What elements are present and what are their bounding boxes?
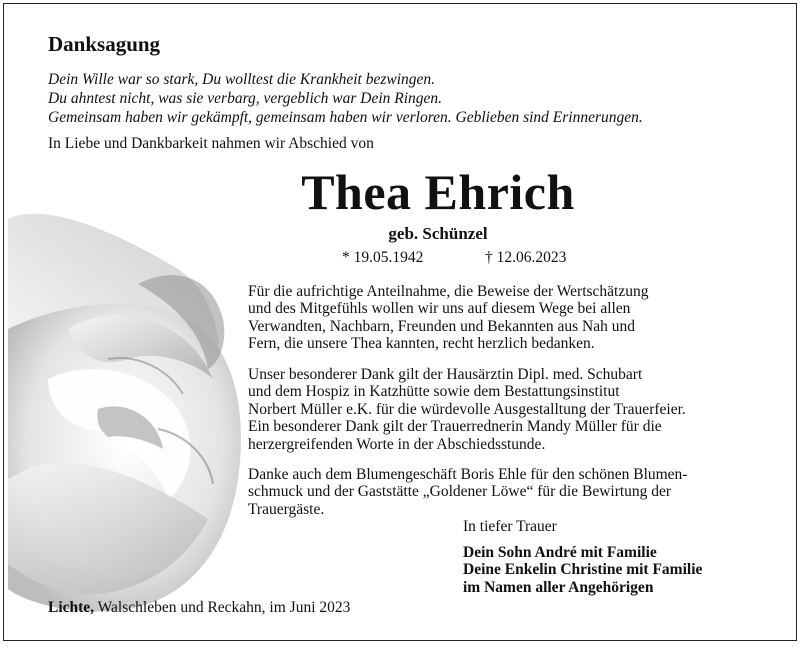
text-line: Fern, die unsere Thea kannten, recht herzlich bedanken. (248, 335, 595, 353)
place-and-date (48, 599, 350, 617)
white-rose-image (8, 179, 248, 619)
text-line: und des Mitgefühls wollen wir uns auf diesem Wege bei allen (248, 300, 631, 318)
text-line: Verwandten, Nachbarn, Freunden und Bekannten aus Nah und (248, 317, 635, 335)
text-line: Trauergäste. (248, 500, 325, 518)
place-name: Lichte, (48, 599, 95, 616)
poem-line: Gemeinsam haben wir gekämpft, gemeinsam haben wir verloren. Geblieben sind Erinnerungen. (48, 109, 643, 126)
poem (48, 70, 643, 127)
birth-date: * 19.05.1942 (342, 249, 424, 266)
poem-line: Du ahntest nicht, was sie verbarg, vergeblich war Dein Ringen. (48, 90, 443, 107)
text-line: Norbert Müller e.K. für die würdevolle Ausgestalltung der Trauerfeier. (248, 400, 686, 418)
signature-line: im Namen aller Angehörigen (463, 578, 654, 596)
signature-line: Dein Sohn André mit Familie (463, 544, 657, 561)
maiden-name: geb. Schünzel (388, 224, 488, 243)
intro-text: In Liebe und Dankbarkeit nahmen wir Abschied von (48, 135, 374, 152)
paragraph-thanks-special (248, 366, 686, 453)
signature-block (463, 544, 702, 596)
obituary-card (3, 3, 797, 641)
paragraph-thanks-florist (248, 466, 687, 518)
text-line: und dem Hospiz in Katzhütte sowie dem Bestattungsinstitut (248, 383, 620, 401)
deceased-name: Thea Ehrich (301, 164, 575, 220)
text-line: Ein besonderer Dank gilt der Trauerrednerin Mandy Müller für die (248, 418, 662, 436)
poem-line: Dein Wille war so stark, Du wolltest die Krankheit bezwingen. (48, 71, 436, 88)
paragraph-thanks-general (248, 283, 648, 353)
text-line: Unser besonderer Dank gilt der Hausärztin Dipl. med. Schubart (248, 366, 643, 383)
text-line: schmuck und der Gaststätte „Goldener Löwe“ für die Bewirtung der (248, 483, 672, 501)
signature-line: Deine Enkelin Christine mit Familie (463, 561, 703, 579)
mourning-greeting: In tiefer Trauer (463, 518, 557, 535)
heading-danksagung: Danksagung (48, 32, 161, 56)
place-rest: Walschleben und Reckahn, im Juni 2023 (94, 599, 351, 616)
text-line: Für die aufrichtige Anteilnahme, die Beweise der Wertschätzung (248, 283, 649, 300)
text-line: herzergreifenden Worte in der Abschiedsstunde. (248, 435, 546, 453)
text-line: Danke auch dem Blumengeschäft Boris Ehle für den schönen Blumen- (248, 466, 688, 483)
death-date: † 12.06.2023 (485, 249, 567, 266)
